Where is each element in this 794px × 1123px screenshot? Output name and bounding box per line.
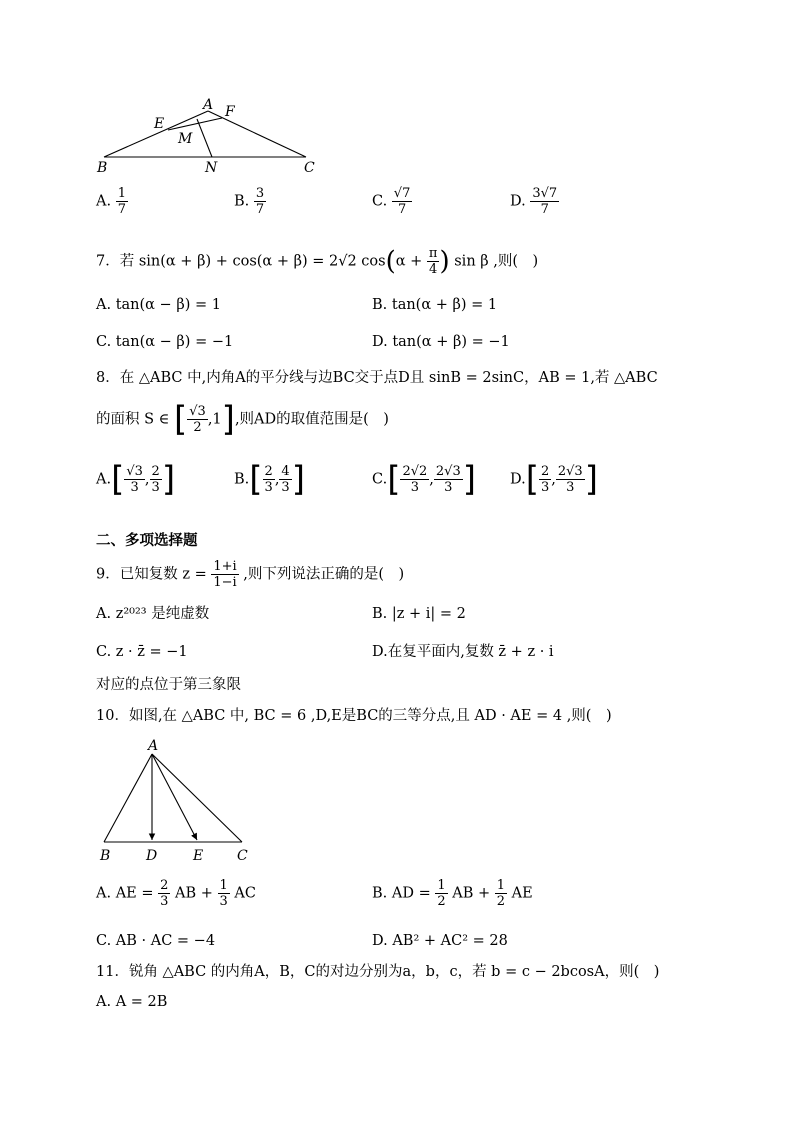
- q6-option-b[interactable]: B. $\frac{3}{7}$: [234, 186, 265, 217]
- point-label-A: A: [203, 97, 214, 113]
- q7-option-c[interactable]: C. tan(α − β) = −1: [96, 334, 234, 350]
- question-8-stem: 8．在 △ABC 中,内角A的平分线与边BC交于点D且 sinB = 2sinC，AB = 1,若 △ABC: [96, 370, 658, 386]
- point-label-C: C: [237, 848, 248, 864]
- section-heading: 二、多项选择题: [96, 532, 198, 549]
- point-label-A: A: [148, 738, 159, 754]
- question-11-stem: 11．锐角 △ABC 的内角A，B，C的对边分别为a，b，c，若 b = c − 2bcosA，则( ): [96, 964, 660, 980]
- q11-option-a[interactable]: A. A = 2B: [96, 994, 168, 1010]
- fraction: $\frac{\pi}{4}$: [428, 246, 438, 277]
- q9-option-b[interactable]: B. |z + i| = 2: [372, 606, 466, 622]
- q9-option-a[interactable]: A. z²⁰²³ 是纯虚数: [96, 606, 210, 622]
- fraction: $\frac{√7}{7}$: [393, 186, 411, 217]
- triangle-figure-q10: [94, 736, 264, 868]
- q9-option-d-continued: 对应的点位于第三象限: [96, 677, 241, 693]
- fraction: $\frac{√3}{2}$: [189, 404, 206, 435]
- question-10-stem: 10．如图,在 △ABC 中, BC = 6 ,D,E是BC的三等分点,且 AD · AE = 4 ,则( ): [96, 708, 612, 724]
- q8-option-c[interactable]: C.[ $\frac{2√2}{3}$ , $\frac{2√3}{3}$ ]: [372, 459, 476, 500]
- point-label-C: C: [304, 160, 315, 176]
- q6-option-c[interactable]: C. $\frac{√7}{7}$: [372, 186, 411, 217]
- triangle-figure-q6: [92, 94, 332, 178]
- q10-option-a[interactable]: A. AE = $\frac{2}{3}$ AB + $\frac{1}{3}$ AC: [96, 878, 256, 909]
- fraction: $\frac{1}{7}$: [117, 186, 126, 217]
- q7-option-d[interactable]: D. tan(α + β) = −1: [372, 334, 510, 350]
- question-8-stem-line2: 的面积 S ∈ [ $\frac{√3}{2}$ ,1],则AD的取值范围是( ): [96, 399, 389, 440]
- q6-option-a[interactable]: A. $\frac{1}{7}$: [96, 186, 126, 217]
- q10-option-d[interactable]: D. AB² + AC² = 28: [372, 933, 508, 949]
- point-label-B: B: [100, 848, 111, 864]
- q9-option-d[interactable]: D.在复平面内,复数 z̄ + z · i: [372, 644, 554, 660]
- question-7-stem: 7．若 sin(α + β) + cos(α + β) = 2√2 cos(α + $\frac{\pi}{4}$ ) sin β ,则( ): [96, 246, 539, 277]
- q9-option-c[interactable]: C. z · z̄ = −1: [96, 644, 188, 660]
- q6-option-d[interactable]: D. $\frac{3√7}{7}$: [510, 186, 558, 217]
- fraction: $\frac{1+i}{1-i}$: [213, 559, 237, 590]
- q8-option-a[interactable]: A.[ $\frac{√3}{3}$ , $\frac{2}{3}$ ]: [96, 459, 176, 500]
- point-label-F: F: [225, 104, 235, 120]
- q7-option-b[interactable]: B. tan(α + β) = 1: [372, 297, 498, 313]
- point-label-N: N: [205, 160, 218, 176]
- q7-option-a[interactable]: A. tan(α − β) = 1: [96, 297, 221, 313]
- question-9-stem: 9．已知复数 z = $\frac{1+i}{1-i}$ ,则下列说法正确的是( ): [96, 559, 405, 590]
- q8-option-d[interactable]: D.[ $\frac{2}{3}$ , $\frac{2√3}{3}$ ]: [510, 459, 598, 500]
- q10-option-b[interactable]: B. AD = $\frac{1}{2}$ AB + $\frac{1}{2}$ AE: [372, 878, 533, 909]
- point-label-M: M: [178, 131, 193, 147]
- point-label-E: E: [154, 116, 165, 132]
- fraction: $\frac{3√7}{7}$: [532, 186, 558, 217]
- q10-option-c[interactable]: C. AB · AC = −4: [96, 933, 216, 949]
- point-label-D: D: [146, 848, 158, 864]
- fraction: $\frac{3}{7}$: [255, 186, 265, 217]
- point-label-B: B: [97, 160, 108, 176]
- q8-option-b[interactable]: B.[ $\frac{2}{3}$ , $\frac{4}{3}$ ]: [234, 459, 305, 500]
- point-label-E: E: [193, 848, 204, 864]
